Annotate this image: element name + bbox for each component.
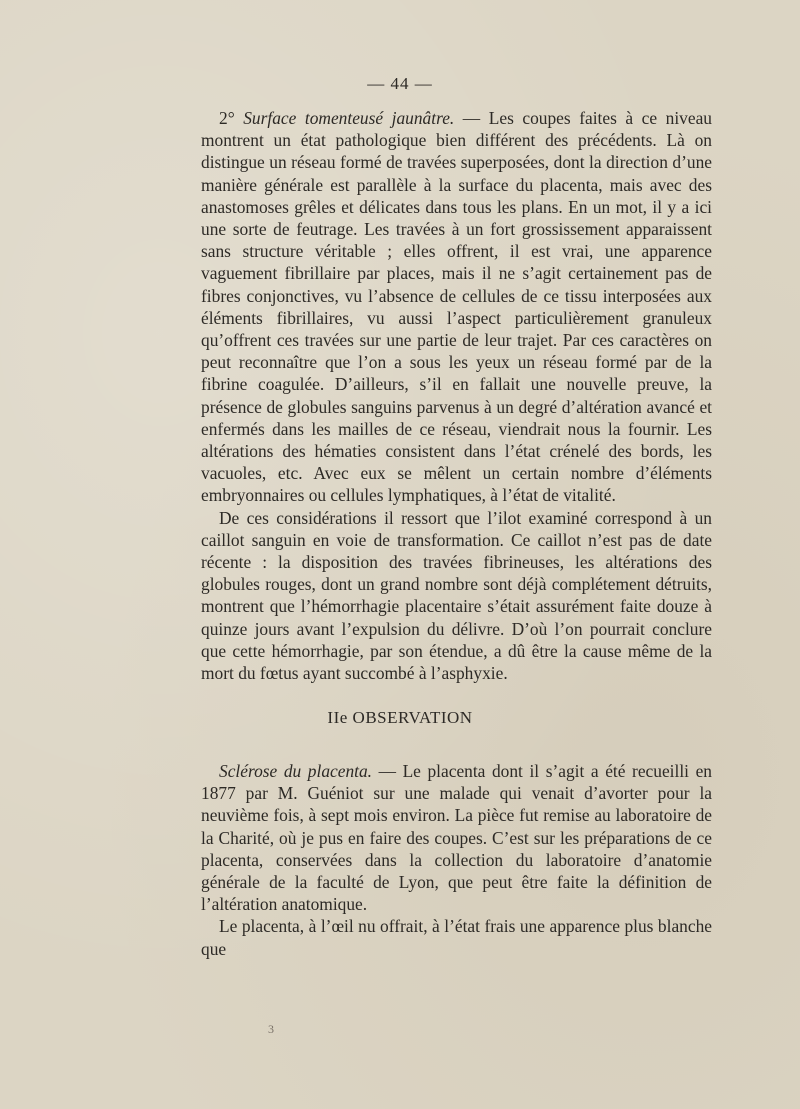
paragraph-text: — Les coupes faites à ce niveau montrent un état pathologique bien différent des précédents. Là on distingue un réseau formé de travées superposées, dont la direction d’une manière générale est parallèle à la surface du placenta, mais avec des anastomoses grêles et délicates dans tous les plans. En un mot, il y a ici une sorte de feutrage. Les travées à un fort grossissement apparaissent sans structure véritable ; elles offrent, il est vrai, une apparence vaguement fibrillaire par places, mais il ne s’agit certainement pas de fibres conjonctives, vu l’absence de cellules de ce tissu interposées aux éléments fibrillaires, vu aussi l’aspect particulièrement granuleux qu’offrent ces travées sur une partie de leur trajet. Par ces caractères on peut reconnaître que l’on a sous les yeux un réseau formé par de la fibrine coagulée. D’ailleurs, s’il en fallait une nouvelle preuve, la présence de globules sanguins parvenus à un degré d’altération avancé et enfermés dans les mailles de ce réseau, viendrait nous la fournir. Les altérations des hématies consistent dans l’état crénelé des bords, les vacuoles, etc. Avec eux se mêlent un certain nombre d’éléments embryonnaires ou cellules lymphatiques, à l’état de vitalité. xyxy=(201,108,712,506)
paragraph: Le placenta, à l’œil nu offrait, à l’état frais une apparence plus blanche que xyxy=(201,916,712,959)
section-title: Sclérose du placenta. xyxy=(219,761,373,781)
page-number: — 44 — xyxy=(367,74,433,93)
paragraph xyxy=(201,107,712,507)
margin-mark: 3 xyxy=(268,1022,274,1036)
paragraph xyxy=(201,760,712,915)
observation-heading: IIe OBSERVATION xyxy=(327,708,473,727)
paragraph-text: — Le placenta dont il s’agit a été recueilli en 1877 par M. Guéniot sur une malade qui venait d’avorter pour la neuvième fois, à sept mois environ. La pièce fut remise au laboratoire de la Charité, où je pus en faire des coupes. C’est sur les préparations de ce placenta, conservées dans la collection du laboratoire d’anatomie générale de la faculté de Lyon, que peut être faite la définition de l’altération anatomique. xyxy=(201,761,712,915)
section-surface-tomenteuse xyxy=(201,107,712,684)
paragraph: De ces considérations il ressort que l’ilot examiné correspond à un caillot sanguin en voie de transformation. Ce caillot n’est pas de date récente : la disposition des travées fibrineuses, les altérations des globules rouges, dont un grand nombre sont déjà complétement détruits, montrent que l’hémorrhagie placentaire s’était assurément faite douze à quinze jours avant l’expulsion du délivre. D’où l’on pourrait conclure que cette hémorrhagie, par son étendue, a dû être la cause même de la mort du fœtus ayant succombé à l’asphyxie. xyxy=(201,507,712,684)
item-number: 2° xyxy=(219,108,235,128)
section-sclerose xyxy=(201,760,712,960)
section-title: Surface tomenteusé jaunâtre. xyxy=(243,108,455,128)
